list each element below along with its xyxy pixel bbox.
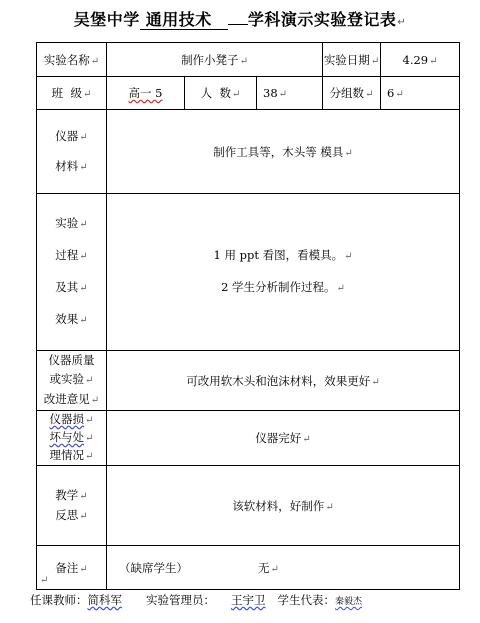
row-instruments <box>37 110 460 194</box>
teacher-name: 简科军 <box>87 593 122 607</box>
subject-blank <box>228 24 248 25</box>
lab-manager-label: 实验管理员： <box>146 593 215 607</box>
paragraph-mark: ↵ <box>397 17 407 28</box>
row-class <box>37 77 460 110</box>
experiment-date-label-cell: 实验日期↵ <box>323 43 381 77</box>
headcount-label-cell: 人 数↵ <box>185 77 257 110</box>
student-rep-name: 秦毅杰 <box>335 597 363 607</box>
row-damage <box>37 411 460 466</box>
remarks-label-cell: 备注↵ <box>37 546 107 590</box>
process-value-cell: 1 用 ppt 看图，看模具。↵ 2 学生分析制作过程。↵ <box>107 194 460 351</box>
student-rep-label: 学生代表： <box>277 593 335 607</box>
lab-manager-name: 王宇卫 <box>231 593 266 607</box>
teacher-label: 任课教师： <box>30 593 88 607</box>
quality-label-cell: 仪器质量 或实验↵ 改进意见↵ <box>37 351 107 411</box>
damage-value-cell: 仪器完好↵ <box>107 411 460 466</box>
document-title <box>0 7 480 30</box>
class-value-cell: 高一 5 <box>107 77 185 110</box>
school-name: 吴堡中学 <box>73 10 140 29</box>
row-remarks <box>37 546 460 590</box>
subject-name: 通用技术 <box>140 11 228 30</box>
paragraph-mark: ↵ <box>40 575 49 586</box>
quality-value-cell: 可改用软木头和泡沫材料，效果更好↵ <box>107 351 460 411</box>
class-label-cell: 班 级↵ <box>37 77 107 110</box>
title-rest: 学科演示实验登记表 <box>247 10 397 29</box>
experiment-date-cell: 4.29↵ <box>381 43 460 77</box>
row-quality <box>37 351 460 411</box>
remarks-value-cell: （缺席学生） 无↵ <box>107 546 460 590</box>
registration-table <box>36 42 460 590</box>
process-label-cell: 实验↵ 过程↵ 及其↵ 效果↵ <box>37 194 107 351</box>
row-experiment-name <box>37 43 460 77</box>
instruments-value-cell: 制作工具等，木头等 模具↵ <box>107 110 460 194</box>
reflection-label-cell: 教学↵ 反思↵ <box>37 466 107 546</box>
row-process <box>37 194 460 351</box>
headcount-value-cell: 38↵ <box>257 77 323 110</box>
instruments-label-cell: 仪器↵ 材料↵ <box>37 110 107 194</box>
signature-footer <box>30 592 470 608</box>
reflection-value-cell: 该软材料，好制作↵ <box>107 466 460 546</box>
damage-label-cell: 仪器损↵ 坏与处↵ 理情况↵ <box>37 411 107 466</box>
experiment-name-cell: 制作小凳子↵ <box>107 43 323 77</box>
row-reflection <box>37 466 460 546</box>
groups-value-cell: 6↵ <box>381 77 460 110</box>
groups-label-cell: 分组数↵ <box>323 77 381 110</box>
experiment-name-label-cell: 实验名称↵ <box>37 43 107 77</box>
